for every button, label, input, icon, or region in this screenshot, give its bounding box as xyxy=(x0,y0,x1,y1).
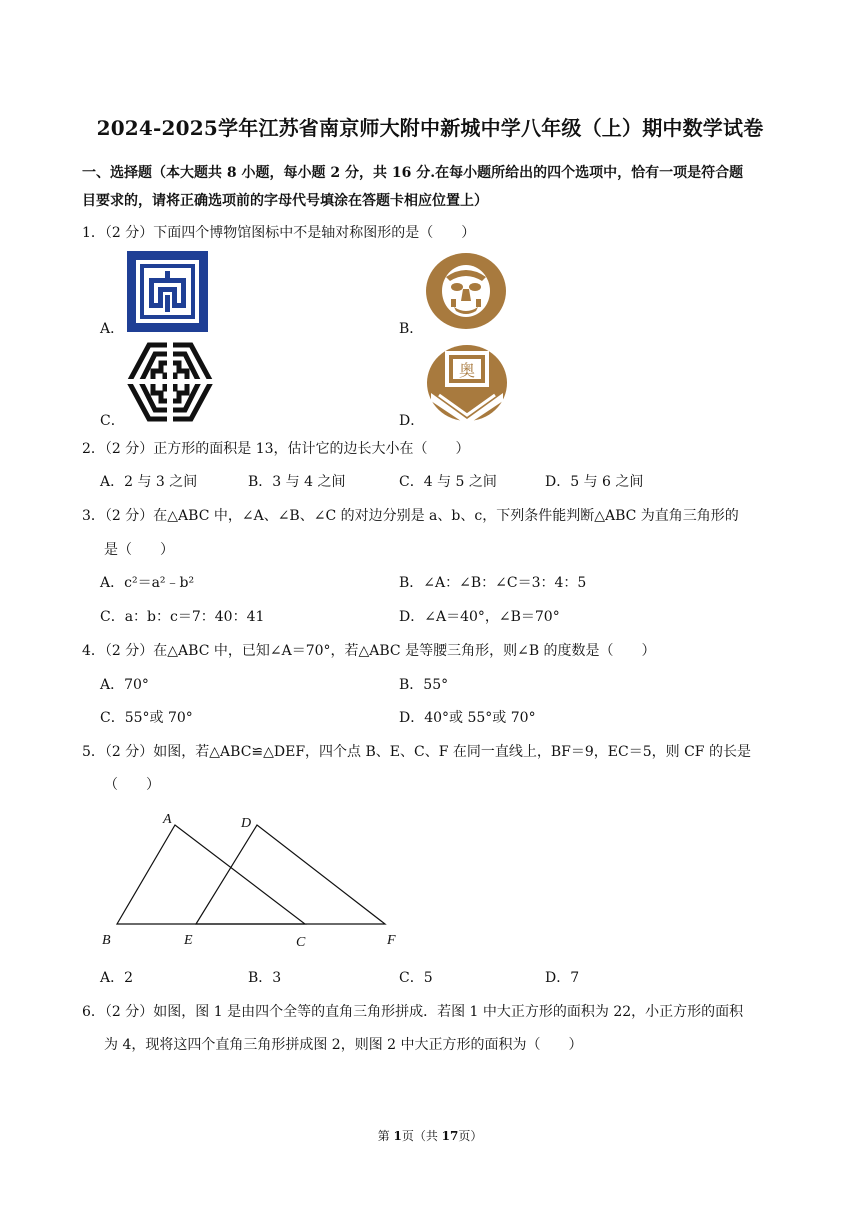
svg-text:奥: 奥 xyxy=(458,361,476,380)
section-heading-line1: 一、选择题（本大题共 8 小题，每小题 2 分，共 16 分.在每小题所给出的四个选项中，恰有一项是符合题 xyxy=(82,165,744,181)
question-6-line2: 为 4，现将这四个直角三角形拼成图 2，则图 2 中大正方形的面积为（ ） xyxy=(104,1037,583,1053)
q4-option-b: B．55° xyxy=(399,677,449,693)
q3-option-c: C．a：b：c＝7：40：41 xyxy=(100,609,265,625)
q1-option-d-label: D． xyxy=(399,413,425,429)
q4-option-c: C．55°或 70° xyxy=(100,710,193,726)
q2-option-d: D．5 与 6 之间 xyxy=(545,474,644,490)
question-3-line2: 是（ ） xyxy=(104,542,174,558)
q1-option-a-label: A． xyxy=(100,321,125,337)
q3-option-a: A．c²＝a²﹣b² xyxy=(100,575,195,591)
q2-option-c: C．4 与 5 之间 xyxy=(399,474,497,490)
question-3-line1: 3．（2 分）在△ABC 中，∠A、∠B、∠C 的对边分别是 a、b、c，下列条件能判断△ABC 为直角三角形的 xyxy=(82,508,739,524)
section-heading-line2: 目要求的，请将正确选项前的字母代号填涂在答题卡相应位置上） xyxy=(82,193,488,209)
label-b: B xyxy=(102,933,111,948)
question-5-line2: （ ） xyxy=(104,777,160,793)
question-1-text: 1．（2 分）下面四个博物馆图标中不是轴对称图形的是（ ） xyxy=(82,225,476,241)
q1-option-c-label: C． xyxy=(100,413,125,429)
label-f: F xyxy=(387,933,396,948)
question-2-text: 2．（2 分）正方形的面积是 13，估计它的边长大小在（ ） xyxy=(82,441,470,457)
q5-option-d: D．7 xyxy=(545,970,580,986)
q4-option-d: D．40°或 55°或 70° xyxy=(399,710,536,726)
footer-total-pages: 17 xyxy=(441,1129,459,1143)
triangles-figure xyxy=(95,805,415,953)
museum-logo-brown-face-icon xyxy=(424,251,508,331)
page-footer xyxy=(0,1127,860,1144)
label-d: D xyxy=(241,816,252,831)
footer-page-number: 1 xyxy=(393,1129,402,1143)
q2-option-a: A．2 与 3 之间 xyxy=(100,474,198,490)
triangle-def xyxy=(196,825,385,924)
label-e: E xyxy=(184,933,193,948)
q1-option-b-label: B． xyxy=(399,321,424,337)
q2-option-b: B．3 与 4 之间 xyxy=(248,474,346,490)
question-6-line1: 6．（2 分）如图，图 1 是由四个全等的直角三角形拼成．若图 1 中大正方形的面积为 22，小正方形的面积 xyxy=(82,1004,744,1020)
question-5-line1: 5．（2 分）如图，若△ABC≌△DEF，四个点 B、E、C、F 在同一直线上，BF＝9，EC＝5，则 CF 的长是 xyxy=(82,744,751,760)
footer-middle: 页（共 xyxy=(401,1129,442,1143)
museum-logo-black-hexagon-icon xyxy=(125,341,215,423)
footer-prefix: 第 xyxy=(377,1129,394,1143)
q4-option-a: A．70° xyxy=(100,677,149,693)
label-a: A xyxy=(163,812,172,827)
q3-option-d: D．∠A＝40°，∠B＝70° xyxy=(399,609,560,625)
q5-option-a: A．2 xyxy=(100,970,134,986)
question-4-text: 4．（2 分）在△ABC 中，已知∠A＝70°，若△ABC 是等腰三角形，则∠B 的度数是（ ） xyxy=(82,643,656,659)
museum-logo-brown-roof-icon xyxy=(425,343,509,423)
exam-title: 2024-2025学年江苏省南京师大附中新城中学八年级（上）期中数学试卷 xyxy=(96,116,764,140)
q3-option-b: B．∠A：∠B：∠C＝3：4：5 xyxy=(399,575,587,591)
label-c: C xyxy=(296,935,306,950)
footer-suffix: 页） xyxy=(458,1129,483,1143)
q5-option-c: C．5 xyxy=(399,970,433,986)
q5-option-b: B．3 xyxy=(248,970,282,986)
museum-logo-blue-square-icon xyxy=(127,251,208,332)
